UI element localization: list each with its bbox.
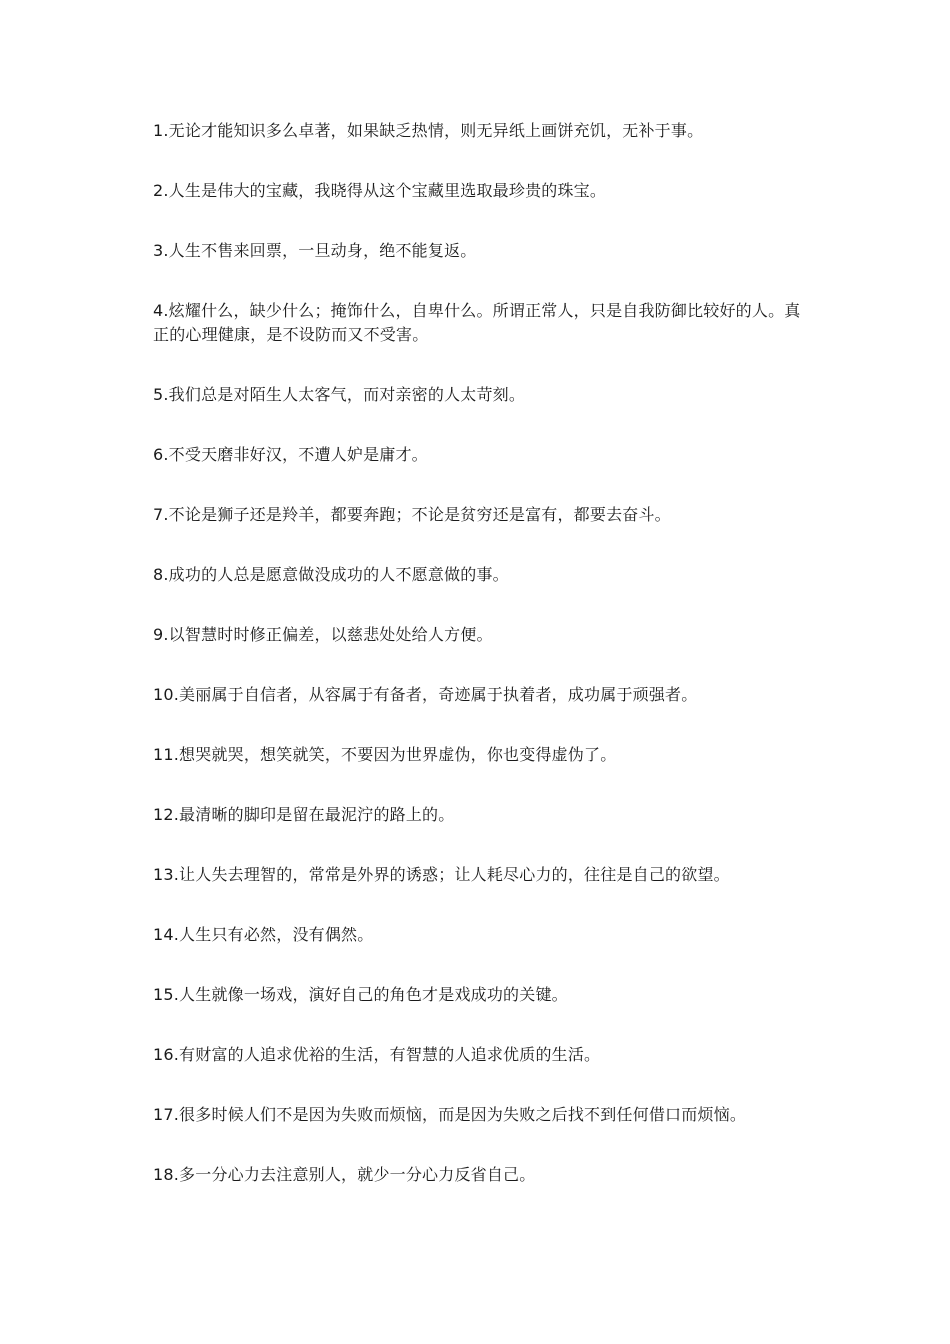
quote-item: 8.成功的人总是愿意做没成功的人不愿意做的事。 bbox=[153, 565, 509, 584]
quote-item: 2.人生是伟大的宝藏，我晓得从这个宝藏里选取最珍贵的珠宝。 bbox=[153, 181, 607, 200]
quote-item: 15.人生就像一场戏，演好自己的角色才是戏成功的关键。 bbox=[153, 985, 568, 1004]
quote-item: 5.我们总是对陌生人太客气，而对亲密的人太苛刻。 bbox=[153, 385, 526, 404]
quote-item: 16.有财富的人追求优裕的生活，有智慧的人追求优质的生活。 bbox=[153, 1045, 601, 1064]
quote-item: 6.不受天磨非好汉，不遭人妒是庸才。 bbox=[153, 445, 428, 464]
quote-item: 1.无论才能知识多么卓著，如果缺乏热情，则无异纸上画饼充饥，无补于事。 bbox=[153, 121, 704, 140]
quote-item: 7.不论是狮子还是羚羊，都要奔跑；不论是贫穷还是富有，都要去奋斗。 bbox=[153, 505, 671, 524]
quote-item: 11.想哭就哭，想笑就笑，不要因为世界虚伪，你也变得虚伪了。 bbox=[153, 745, 617, 764]
quote-list bbox=[153, 119, 813, 1223]
quote-item: 13.让人失去理智的，常常是外界的诱惑；让人耗尽心力的，往往是自己的欲望。 bbox=[153, 865, 730, 884]
quote-item: 10.美丽属于自信者，从容属于有备者，奇迹属于执着者，成功属于顽强者。 bbox=[153, 685, 698, 704]
quote-item: 14.人生只有必然，没有偶然。 bbox=[153, 925, 374, 944]
quote-item: 3.人生不售来回票，一旦动身，绝不能复返。 bbox=[153, 241, 477, 260]
quote-item: 9.以智慧时时修正偏差，以慈悲处处给人方便。 bbox=[153, 625, 493, 644]
quote-item: 17.很多时候人们不是因为失败而烦恼，而是因为失败之后找不到任何借口而烦恼。 bbox=[153, 1105, 747, 1124]
quote-item: 12.最清晰的脚印是留在最泥泞的路上的。 bbox=[153, 805, 455, 824]
quote-item: 4.炫耀什么，缺少什么；掩饰什么，自卑什么。所谓正常人，只是自我防御比较好的人。真正的心理健康，是不设防而又不受害。 bbox=[153, 301, 801, 344]
quote-item: 18.多一分心力去注意别人，就少一分心力反省自己。 bbox=[153, 1165, 536, 1184]
